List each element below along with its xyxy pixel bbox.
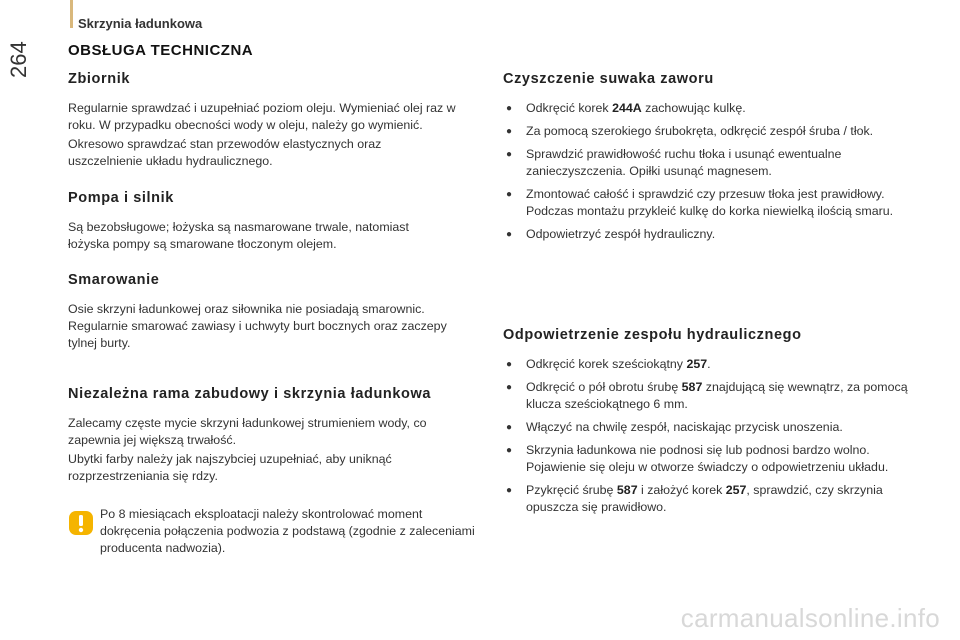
header-accent-rule (70, 0, 73, 28)
zbiornik-paragraph-2: Okresowo sprawdzać stan przewodów elastycznych oraz uszczelnienie układu hydraulicznego. (68, 137, 382, 168)
section-title-pompa: Pompa i silnik (68, 190, 174, 206)
warning-icon (68, 510, 94, 536)
list-item: ● Odkręcić korek sześciokątny 257. (506, 357, 711, 371)
list-item: ● Za pomocą szerokiego śrubokręta, odkręcić zespół śruba / tłok. (506, 124, 874, 138)
list-item: ● Włączyć na chwilę zespół, naciskając przycisk unoszenia. (506, 420, 843, 434)
section-title-rama: Niezależna rama zabudowy i skrzynia ładunkowa (68, 386, 432, 402)
page-number-text: 264 (6, 41, 31, 78)
smarowanie-paragraph-1: Osie skrzyni ładunkowej oraz siłownika nie posiadają smarownic. Regularnie smarować zawiasy i uchwyty burt bocznych oraz zaczepy tylnej burty. (68, 302, 447, 350)
rama-paragraph-2: Ubytki farby należy jak najszybciej uzupełniać, aby uniknąć rozprzestrzeniania się rdzy. (68, 452, 392, 483)
section-title-zbiornik: Zbiornik (68, 71, 130, 87)
pompa-paragraph-1: Są bezobsługowe; łożyska są nasmarowane trwale, natomiast łożyska pompy są smarowane tłoczonym olejem. (68, 220, 409, 251)
odpowietrzenie-list (503, 356, 913, 522)
list-item: ● Zmontować całość i sprawdzić czy przesuw tłoka jest prawidłowy. Podczas montażu przykleić kulkę do korka niewielką ilością smaru. (506, 187, 894, 218)
bullet-icon: ● (506, 382, 513, 393)
watermark: carmanualsonline.info (680, 603, 940, 633)
bullet-icon: ● (506, 189, 513, 200)
bullet-icon: ● (506, 229, 513, 240)
bullet-icon: ● (506, 103, 513, 114)
bullet-icon: ● (506, 359, 513, 370)
section-title-smarowanie: Smarowanie (68, 272, 160, 288)
bullet-icon: ● (506, 126, 513, 137)
running-header: Skrzynia ładunkowa (78, 16, 203, 31)
bullet-icon: ● (506, 485, 513, 496)
list-item: ● Odkręcić o pół obrotu śrubę 587 znajdującą się wewnątrz, za pomocą klucza sześciokątnego 6 mm. (506, 380, 908, 411)
rama-paragraph-1: Zalecamy częste mycie skrzyni ładunkowej strumieniem wody, co zapewnia jej większą trwałość. (68, 416, 427, 447)
zbiornik-paragraph-1: Regularnie sprawdzać i uzupełniać poziom oleju. Wymieniać olej raz w roku. W przypadku obecności wody w oleju, należy go wymienić. (68, 101, 456, 132)
bullet-icon: ● (506, 422, 513, 433)
list-item: ● Sprawdzić prawidłowość ruchu tłoka i usunąć ewentualne zanieczyszczenia. Opiłki usunąć magnesem. (506, 147, 842, 178)
list-item: ● Odpowietrzyć zespół hydrauliczny. (506, 227, 716, 241)
page-number (6, 41, 32, 78)
section-title-czyszczenie: Czyszczenie suwaka zaworu (503, 71, 714, 87)
bullet-icon: ● (506, 149, 513, 160)
czyszczenie-list (503, 100, 913, 249)
warning-note-text: Po 8 miesiącach eksploatacji należy skontrolować moment dokręcenia połączenia podwozia z podstawą (zgodnie z zaleceniami producenta nadwozia). (100, 507, 475, 555)
section-title-odpowietrzenie: Odpowietrzenie zespołu hydraulicznego (503, 327, 802, 343)
main-title: OBSŁUGA TECHNICZNA (68, 42, 254, 59)
list-item: ● Skrzynia ładunkowa nie podnosi się lub podnosi bardzo wolno. Pojawienie się oleju w otworze świadczy o odpowietrzeniu układu. (506, 443, 889, 474)
list-item: ● Pzykręcić śrubę 587 i założyć korek 257, sprawdzić, czy skrzynia opuszcza się prawidłowo. (506, 483, 883, 514)
bullet-icon: ● (506, 445, 513, 456)
list-item: ● Odkręcić korek 244A zachowując kulkę. (506, 101, 746, 115)
